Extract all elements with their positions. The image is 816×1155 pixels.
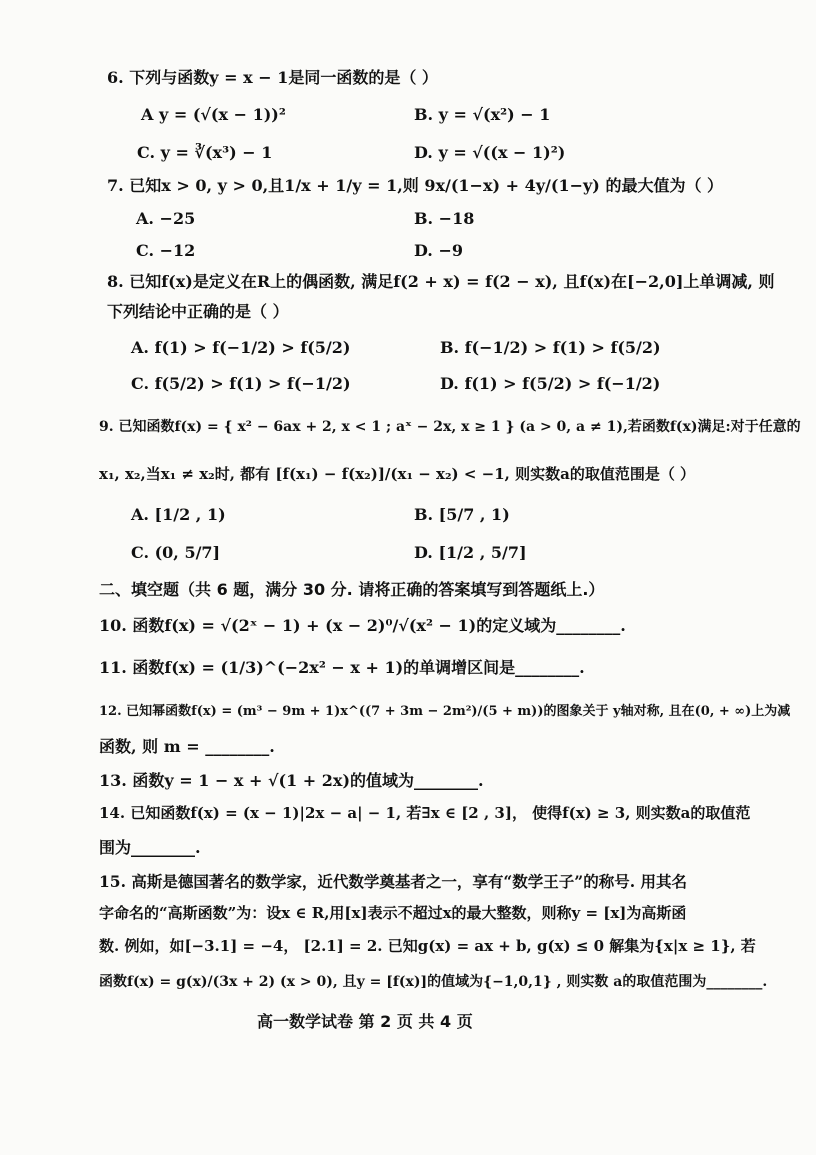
q9-stem-line2: x₁, x₂,当x₁ ≠ x₂时, 都有 [f(x₁) − f(x₂)]/(x₁ − x₂) < −1, 则实数a的取值范围是（ ） xyxy=(99,465,696,483)
q15-line4: 函数f(x) = g(x)/(3x + 2) (x > 0), 且y = [f(x)]的值域为{−1,0,1} , 则实数 a的取值范围为________. xyxy=(99,974,768,990)
q6-option-c: C. y = ∛(x³) − 1 xyxy=(137,143,273,162)
q14-line2: 围为________. xyxy=(99,838,201,857)
q9-option-d: D. [1/2 , 5/7] xyxy=(414,543,527,562)
q7-option-d: D. −9 xyxy=(414,241,463,260)
q7-stem: 7. 已知x > 0, y > 0,且1/x + 1/y = 1,则 9x/(1−x) + 4y/(1−y) 的最大值为（ ） xyxy=(107,176,724,195)
q6-option-b: B. y = √(x²) − 1 xyxy=(414,105,551,124)
page-footer: 高一数学试卷 第 2 页 共 4 页 xyxy=(257,1012,473,1031)
q8-option-c: C. f(5/2) > f(1) > f(−1/2) xyxy=(131,374,351,393)
q12-line2: 函数, 则 m = ________. xyxy=(99,737,275,756)
q6-option-d: D. y = √((x − 1)²) xyxy=(414,143,566,162)
q12-line1: 12. 已知幂函数f(x) = (m³ − 9m + 1)x^((7 + 3m − 2m²)/(5 + m))的图象关于 y轴对称, 且在(0, + ∞)上为减 xyxy=(99,704,791,719)
q7-option-a: A. −25 xyxy=(136,209,196,228)
section-fill-in-heading: 二、填空题（共 6 题，满分 30 分. 请将正确的答案填写到答题纸上.） xyxy=(99,580,605,599)
q8-stem-line2: 下列结论中正确的是（ ） xyxy=(107,302,289,321)
q8-option-d: D. f(1) > f(5/2) > f(−1/2) xyxy=(440,374,661,393)
q9-option-a: A. [1/2 , 1) xyxy=(131,505,226,524)
q9-option-c: C. (0, 5/7] xyxy=(131,543,221,562)
q6-stem: 6. 下列与函数y = x − 1是同一函数的是（ ） xyxy=(107,68,438,87)
q8-stem-line1: 8. 已知f(x)是定义在R上的偶函数, 满足f(2 + x) = f(2 − x), 且f(x)在[−2,0]上单调减, 则 xyxy=(107,272,775,291)
q9-option-b: B. [5/7 , 1) xyxy=(414,505,510,524)
q8-option-a: A. f(1) > f(−1/2) > f(5/2) xyxy=(131,338,351,357)
q14-line1: 14. 已知函数f(x) = (x − 1)|2x − a| − 1, 若∃x ∈ [2 , 3]， 使得f(x) ≥ 3, 则实数a的取值范 xyxy=(99,804,751,822)
q15-line1: 15. 高斯是德国著名的数学家，近代数学奠基者之一，享有“数学王子”的称号. 用其名 xyxy=(99,872,687,891)
q10: 10. 函数f(x) = √(2ˣ − 1) + (x − 2)⁰/√(x² − 1)的定义域为________. xyxy=(99,616,626,635)
q6-option-a: A y = (√(x − 1))² xyxy=(141,105,286,124)
q9-stem-line1: 9. 已知函数f(x) = { x² − 6ax + 2, x < 1 ; aˣ − 2x, x ≥ 1 } (a > 0, a ≠ 1),若函数f(x)满足:对于任意的 xyxy=(99,419,801,435)
q7-option-c: C. −12 xyxy=(136,241,196,260)
q11: 11. 函数f(x) = (1/3)^(−2x² − x + 1)的单调增区间是________. xyxy=(99,658,585,677)
q8-option-b: B. f(−1/2) > f(1) > f(5/2) xyxy=(440,338,661,357)
q15-line3: 数. 例如，如[−3.1] = −4， [2.1] = 2. 已知g(x) = ax + b, g(x) ≤ 0 解集为{x|x ≥ 1}, 若 xyxy=(99,937,756,955)
q7-option-b: B. −18 xyxy=(414,209,475,228)
q15-line2: 字命名的“高斯函数”为：设x ∈ R,用[x]表示不超过x的最大整数，则称y = [x]为高斯函 xyxy=(99,904,687,922)
q13: 13. 函数y = 1 − x + √(1 + 2x)的值域为________. xyxy=(99,771,484,790)
